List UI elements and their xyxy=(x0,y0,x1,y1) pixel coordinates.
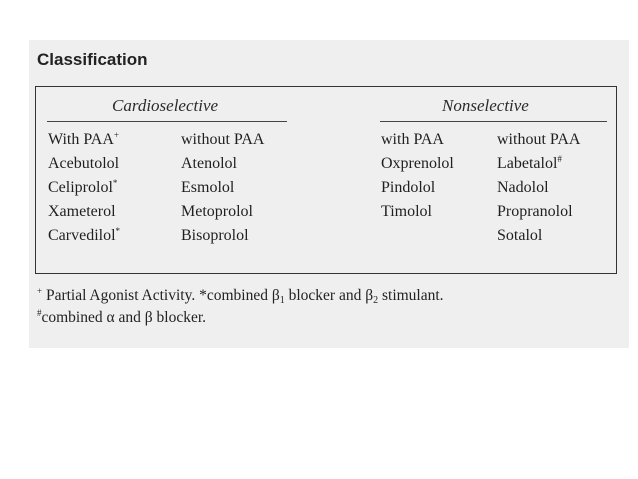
cardioselective-rule xyxy=(47,121,287,122)
nonselective-header: Nonselective xyxy=(442,96,529,115)
drug-item: Sotalol xyxy=(497,227,543,244)
drug-item: Bisoprolol xyxy=(181,227,249,244)
drug-item: Oxprenolol xyxy=(381,155,454,172)
non-without-paa-column xyxy=(497,128,580,248)
drug-item: Celiprolol* xyxy=(48,178,118,196)
drug-item: Esmolol xyxy=(181,179,235,196)
cardio-with-paa-column xyxy=(48,128,120,248)
drug-item: Labetalol# xyxy=(497,154,562,172)
drug-item: Metoprolol xyxy=(181,203,253,220)
drug-item: Nadolol xyxy=(497,179,549,196)
page-title: Classification xyxy=(37,50,148,69)
non-with-paa-column xyxy=(381,128,454,224)
footnote-line-2: #combined α and β blocker. xyxy=(37,308,207,326)
nonselective-rule xyxy=(380,121,607,122)
column-header: without PAA xyxy=(181,131,265,148)
drug-item: Xameterol xyxy=(48,203,116,220)
footnote-line-1: + Partial Agonist Activity. *combined $\beta_1$ blocker and $\beta_2$ stimulant. xyxy=(37,286,444,306)
footnote xyxy=(37,285,444,329)
column-header: without PAA xyxy=(497,131,581,148)
cardio-without-paa-column xyxy=(181,128,264,248)
drug-item: Acebutolol xyxy=(48,155,120,172)
drug-item: Pindolol xyxy=(381,179,436,196)
drug-item: Atenolol xyxy=(181,155,237,172)
cardioselective-header: Cardioselective xyxy=(112,96,219,115)
column-header: with PAA xyxy=(381,131,444,148)
column-header: With PAA+ xyxy=(48,130,119,148)
drug-item: Propranolol xyxy=(497,203,573,220)
beta-symbol-2: β xyxy=(365,287,374,304)
drug-item: Timolol xyxy=(381,203,432,220)
drug-item: Carvedilol* xyxy=(48,226,121,244)
